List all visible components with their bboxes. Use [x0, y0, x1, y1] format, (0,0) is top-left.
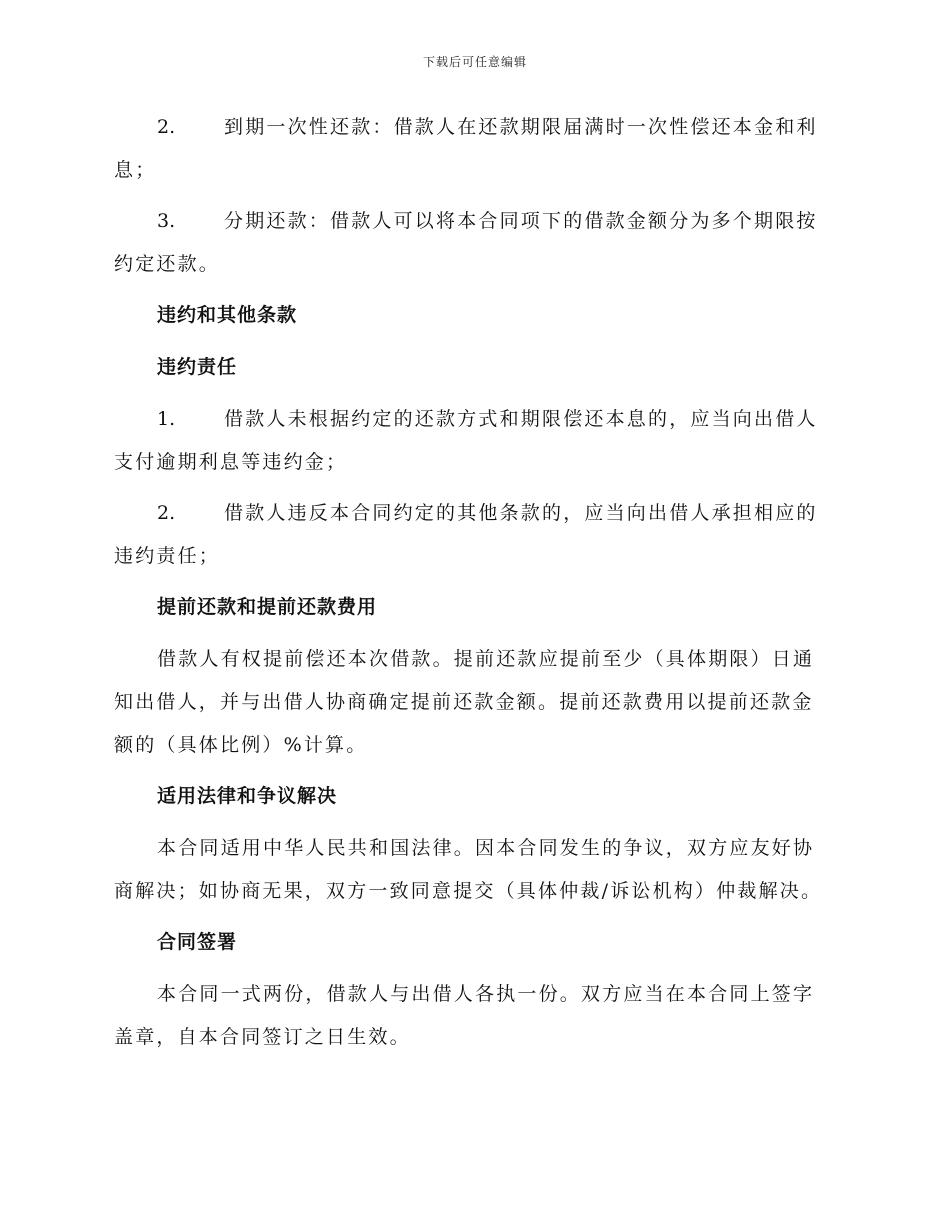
- section-heading-signing: 合同签署: [157, 931, 238, 953]
- item-text: 借款人未根据约定的还款方式和期限偿还本息的，应当向出借人支付逾期利息等违约金；: [114, 408, 818, 473]
- breach-item: [114, 492, 834, 578]
- section-heading-breach: 违约和其他条款: [157, 304, 298, 326]
- item-text: 到期一次性还款：借款人在还款期限届满时一次性偿还本金和利息；: [114, 116, 818, 181]
- item-text: 分期还款：借款人可以将本合同项下的借款金额分为多个期限按约定还款。: [114, 210, 818, 275]
- law-paragraph: 本合同适用中华人民共和国法律。因本合同发生的争议，双方应友好协商解决；如协商无果，双方一致同意提交（具体仲裁/诉讼机构）仲裁解决。: [114, 837, 823, 902]
- page-header: 下载后可任意编辑: [422, 55, 527, 69]
- repayment-item: [114, 106, 834, 192]
- prepayment-paragraph: 借款人有权提前偿还本次借款。提前还款应提前至少（具体期限）日通知出借人，并与出借人协商确定提前还款金额。提前还款费用以提前还款金额的（具体比例）%计算。: [114, 648, 815, 756]
- repayment-item: [114, 200, 834, 286]
- item-number: 3.: [157, 210, 176, 232]
- section-heading-prepayment: 提前还款和提前还款费用: [157, 596, 378, 618]
- item-number: 2.: [157, 502, 176, 524]
- breach-item: [114, 398, 834, 484]
- signing-paragraph: 本合同一式两份，借款人与出借人各执一份。双方应当在本合同上签字盖章，自本合同签订之日生效。: [114, 983, 815, 1048]
- document-body: [114, 106, 834, 1067]
- section-heading-law: 适用法律和争议解决: [157, 785, 338, 807]
- subsection-heading-liability: 违约责任: [157, 356, 238, 378]
- item-text: 借款人违反本合同约定的其他条款的，应当向出借人承担相应的违约责任；: [114, 502, 818, 567]
- item-number: 1.: [157, 408, 176, 430]
- item-number: 2.: [157, 116, 176, 138]
